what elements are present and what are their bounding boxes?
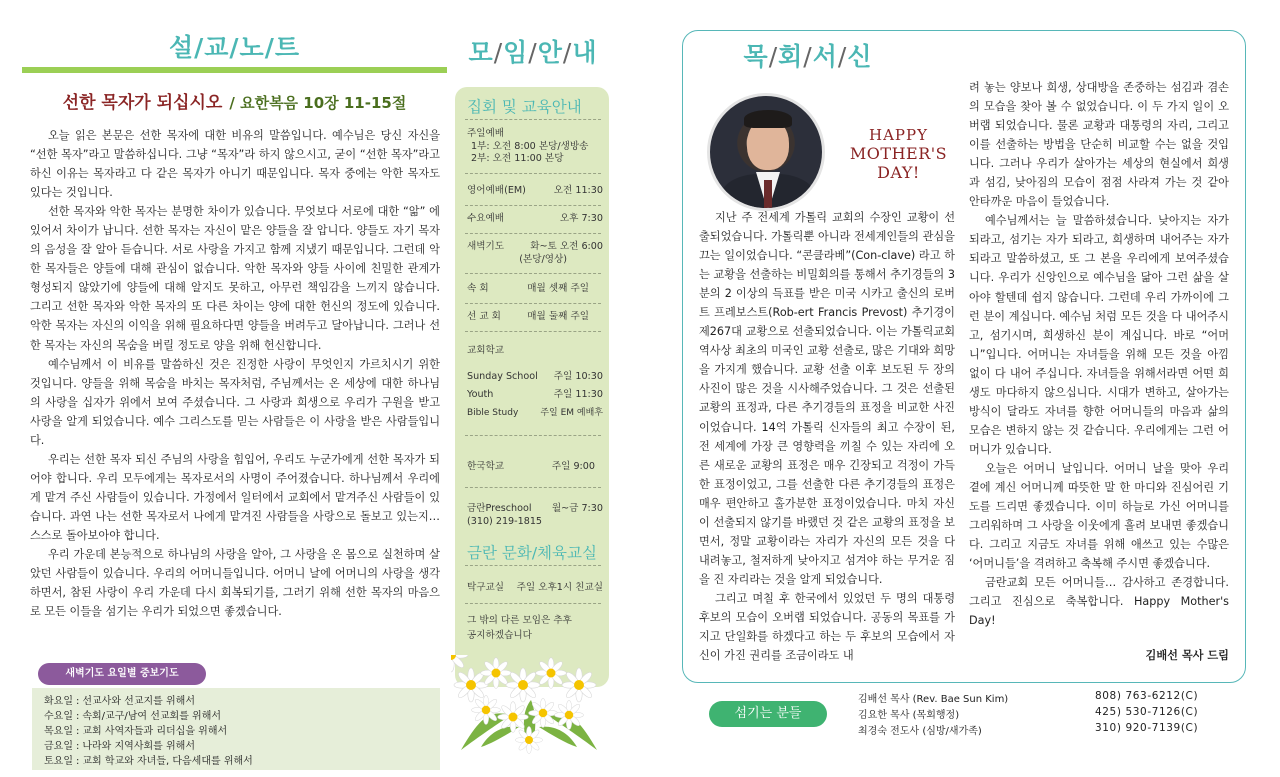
sermon-paragraph: 우리는 선한 목자 되신 주님의 사랑을 힘입어, 우리도 누군가에게 선한 목자가 되어야 합니다. 우리 모두에게는 목자로서의 사명이 주어졌습니다. 하나님께서 우리에게 맡겨 주신 사람들이 있습니다. 가정에서 일터에서 교회에서 맡겨주신 사람들이 있습니다. 과연 나는 선한 목자로서 나에게 맡겨진 사람들을 사랑으로 돌보고 있는지… 스스로 돌아보아야 합니다. <box>30 452 440 542</box>
letter-right-column <box>969 78 1229 630</box>
schedule-time: (본당/영상) <box>519 254 567 265</box>
title-char: 임 <box>503 38 529 67</box>
school-time: 주일 10:30 <box>553 371 603 382</box>
pingpong-label: 탁구교실 <box>467 582 505 593</box>
dotted-divider <box>465 205 601 206</box>
dotted-divider <box>465 487 601 488</box>
scripture-reference: / 요한복음 10장 11-15절 <box>229 94 407 112</box>
prayer-row: 토요일 : 교회 학교와 자녀들, 다음세대를 위해서 <box>44 756 253 767</box>
prayer-row: 화요일 : 선교사와 선교지를 위해서 <box>44 696 195 707</box>
prayer-topic: 교회 사역자들과 리더십을 위해서 <box>82 726 228 737</box>
prayer-row: 수요일 : 속회/교구/남여 선교회를 위해서 <box>44 711 222 722</box>
happy-mothers-day <box>836 126 961 182</box>
prayer-topic: 선교사와 선교지를 위해서 <box>82 696 195 707</box>
dotted-divider <box>465 303 601 304</box>
photo-tie <box>764 180 772 211</box>
preschool-label: 금란Preschool <box>467 503 532 514</box>
korean-school-item <box>467 461 603 473</box>
letter-left-column <box>699 208 955 665</box>
dotted-divider <box>465 331 601 332</box>
title-char: 모 <box>468 38 494 67</box>
pingpong-item <box>467 582 603 594</box>
prayer-day: 금요일 <box>44 741 73 752</box>
dotted-divider <box>465 565 601 566</box>
school-item <box>467 389 603 401</box>
title-char: 내 <box>572 38 598 67</box>
schedule-item <box>467 185 603 197</box>
meeting-guide-title: 모/임/안/내 <box>468 38 598 67</box>
title-char: 서 <box>812 42 838 71</box>
sunday-service-label: 주일예배 <box>467 128 505 139</box>
letter-signature: 김배선 목사 드림 <box>1145 649 1229 662</box>
letter-paragraph: 지난 주 전세계 가톨릭 교회의 수장인 교황이 선출되었습니다. 가톨릭뿐 아니라 전세계인들의 관심을 끄는 일이었습니다. “콘클라베”(Con-clave) 라고 하는 교황을 선출하는 비밀회의를 통해서 추기경들의 3분의 2 이상의 득표를 받은 미국 시카고 출신의 로버트 프레보스트(Rob-ert Francis Prevost) 추기경이 제267대 교황으로 선출되었습니다. 이는 가톨릭교회 역사상 최초의 미국인 교황 선출로, 많은 기대와 희망을 가지게 했습니다. 교황 선출 이후 보도된 두 장의 사진이 많은 것을 시사해주었습니다. 그 것은 선출된 교황의 표정과, 다른 추기경들의 표정을 비교한 사진이었습니다. 14억 가톨릭 신자들의 최고 수장이 된, 전 세계에 가장 큰 영향력을 끼칠 수 있는 자리에 오른 새로운 교황의 표정은 매우 긴장되고 걱정이 가득한 표정이었고, 그를 선출한 다른 추기경들의 표정은 매우 편안하고 홀가분한 표정이었습니다. 마치 자신이 선출되지 않기를 바랬던 것 같은 교황의 표정을 보면서, 정말 교황이라는 자리가 자신의 모든 것을 다 내려놓고, 철저하게 낮아지고 섬겨야 하는 무거운 짐을 진 자리라는 것을 알게 되었습니다. <box>699 211 955 586</box>
dotted-divider <box>465 233 601 234</box>
sermon-paragraph: 우리 가운데 본능적으로 하나님의 사랑을 알아, 그 사랑을 온 몸으로 실천하며 살았던 사람들이 있습니다. 우리의 어머니들입니다. 어머니 날에 어머니의 사랑을 생각하면서, 참된 사랑이 우리 가운데 다시 회복되기를, 그러기 위해 선한 목자의 마음으로 모든 이들을 섬기는 우리가 되었으면 좋겠습니다. <box>30 548 440 619</box>
letter-paragraph: 그리고 며칠 후 한국에서 있었던 두 명의 대통령 후보의 모습이 오버랩 되었습니다. 공동의 목표를 가지고 단일화를 하겠다고 하는 두 후보의 모습에서 자신이 가진 권리를 조금이라도 내 <box>699 591 955 663</box>
servant-phone: 425) 530-7126(C) <box>1095 706 1199 718</box>
prayer-schedule-label: 새벽기도 요일별 중보기도 <box>38 663 206 685</box>
prayer-day: 토요일 <box>44 756 73 767</box>
sunday-service-second: 2부: 오전 11:00 본당 <box>471 153 564 164</box>
schedule-label: 영어예배(EM) <box>467 185 526 196</box>
schedule-time: 오후 7:30 <box>559 213 603 224</box>
preschool-phone: (310) 219-1815 <box>467 516 543 527</box>
servant-name: 김배선 목사 (Rev. Bae Sun Kim) <box>858 694 1009 705</box>
school-item <box>467 407 603 419</box>
sermon-paragraph: 예수님께서 이 비유를 말씀하신 것은 진정한 사랑이 무엇인지 가르치시기 위한 것입니다. 양들을 위해 목숨을 바치는 목자처럼, 주님께서는 온 세상에 대한 하나님의 사랑을 십자가 위에서 보여 주셨습니다. 그 사랑과 희생으로 우리가 구원을 받고 사랑을 알게 되었습니다. 예수 그리스도를 믿는 사람들은 이 사랑을 받은 사람들입니다. <box>30 357 440 447</box>
sermon-body <box>30 126 440 621</box>
other-meetings-note: 공지하겠습니다 <box>467 630 532 641</box>
dotted-divider <box>465 173 601 174</box>
servant-phone: 808) 763-6212(C) <box>1095 690 1199 702</box>
schedule-item <box>467 283 603 295</box>
sermon-paragraph: 선한 목자와 악한 목자는 분명한 차이가 있습니다. 무엇보다 서로에 대한 “앎” 에 있어서 차이가 납니다. 선한 목자는 자신이 맡은 양들을 잘 압니다. 양들도 자기 목자의 음성을 잘 알아 듣습니다. 서로 사랑을 가지고 함께 지냈기 때문입니다. 그런데 악한 목자들은 양들에 대해 관심이 없습니다. 악한 목자와 양들 사이에 친밀한 관계가 형성되지 않았기에 양들에 대해 알지도 못하고, 아무런 책임감을 느끼지 않습니다. 그리고 선한 목자와 악한 목자의 또 다른 차이는 양에 대한 헌신의 정도에 있습니다. 악한 목자는 자신의 이익을 위해 필요하다면 양들을 버려두고 달아납니다. 그러나 선한 목자는 자신의 목숨을 버릴 정도로 양을 위해 헌신합니다. <box>30 205 440 352</box>
other-meetings-note: 그 밖의 다른 모임은 추후 <box>467 615 572 626</box>
dotted-divider <box>465 273 601 274</box>
title-char: 신 <box>847 42 873 71</box>
prayer-topic: 속회/교구/남여 선교회를 위해서 <box>82 711 222 722</box>
sermon-note-title: 설/교/노/트 <box>169 33 300 62</box>
title-char: 회 <box>778 42 804 71</box>
worship-education-heading: 집회 및 교육안내 <box>467 98 582 116</box>
preschool-item <box>467 503 603 515</box>
schedule-label: 속 회 <box>467 283 489 294</box>
prayer-day: 수요일 <box>44 711 73 722</box>
photo-hair <box>744 110 792 128</box>
prayer-day: 목요일 <box>44 726 73 737</box>
prayer-row: 금요일 : 나라와 지역사회를 위해서 <box>44 741 195 752</box>
schedule-time: 화~토 오전 6:00 <box>530 241 603 252</box>
servant-name: 김요한 목사 (목회행정) <box>858 710 960 721</box>
servants-label: 섬기는 분들 <box>709 701 827 727</box>
school-item <box>467 371 603 383</box>
meeting-guide-section <box>453 0 613 777</box>
sermon-headline <box>22 88 447 113</box>
pingpong-time: 주일 오후1시 친교실 <box>516 582 603 593</box>
title-divider-bar <box>22 67 447 73</box>
church-school-label: 교회학교 <box>467 345 505 356</box>
pastor-photo <box>707 93 825 211</box>
pastor-letter-title: 목/회/서/신 <box>743 42 873 71</box>
letter-paragraph: 려 놓는 양보나 희생, 상대방을 존중하는 섬김과 겸손의 모습을 찾아 볼 수 없었습니다. 이 두 가지 일이 오버랩 되었습니다. 물론 교황과 대통령의 자리, 그리고 이를 선출하는 방법을 단순히 비교할 수는 없을 것입니다. 그러나 우리가 살아가는 세상의 현실에서 희생과 섬김, 낮아짐의 모습이 점점 사라져 가는 것 같아 안타까운 마음이 들었습니다. <box>969 81 1229 209</box>
preschool-time: 월~금 7:30 <box>551 503 603 514</box>
meeting-guide-box <box>455 87 609 687</box>
title-char: 목 <box>743 42 769 71</box>
school-label: Youth <box>467 389 494 400</box>
dotted-divider <box>465 119 601 120</box>
letter-paragraph: 금란교회 모든 어머니들… 감사하고 존경합니다. 그리고 진심으로 축복합니다. Happy Mother's Day! <box>969 576 1229 628</box>
schedule-item <box>467 241 603 253</box>
servant-phone: 310) 920-7139(C) <box>1095 722 1199 734</box>
culture-sports-heading: 금란 문화/체육교실 <box>467 544 597 562</box>
school-label: Sunday School <box>467 371 538 382</box>
title-char: 안 <box>537 38 563 67</box>
schedule-time: 매월 둘째 주일 <box>527 311 589 322</box>
letter-paragraph: 예수님께서는 늘 말씀하셨습니다. 낮아지는 자가 되라고, 섬기는 자가 되라고, 희생하며 내어주는 자가 되라고 말씀하셨고, 또 그 본을 우리에게 보여주셨습니다. 우리가 신앙인으로 예수님을 닮아 그런 삶을 살아야 할텐데 쉽지 않습니다. 그런데 우리 가까이에 그런 분이 계십니다. 예수님 처럼 모든 것을 다 내어주시고, 섬기시며, 희생하신 분이 계십니다. 바로 “어머니”입니다. 어머니는 자녀들을 위해 모든 것을 아낌 없이 다 내어 주십니다. 자녀들을 위해서라면 어떤 희생도 마다하지 않으십니다. 시대가 변하고, 살아가는 방식이 달라도 자녀를 향한 어머니들의 마음과 삶의 모습은 변하지 않는 것 같습니다. 우리에게는 그런 어머니가 있습니다. <box>969 214 1229 456</box>
mothers-day-line2: MOTHER'S DAY! <box>849 144 948 182</box>
sermon-note-section <box>22 0 447 777</box>
prayer-topic: 교회 학교와 자녀들, 다음세대를 위해서 <box>82 756 253 767</box>
servant-name: 최경숙 전도사 (심방/새가족) <box>858 726 982 737</box>
sermon-title: 선한 목자가 되십시오 <box>62 93 223 113</box>
school-time: 주일 EM 예배후 <box>540 408 603 418</box>
prayer-topic: 나라와 지역사회를 위해서 <box>82 741 195 752</box>
mothers-day-line1: HAPPY <box>868 126 928 144</box>
prayer-schedule-box <box>32 688 440 770</box>
schedule-time: 매월 셋째 주일 <box>527 283 589 294</box>
schedule-time: 오전 11:30 <box>553 185 603 196</box>
school-time: 주일 11:30 <box>553 389 603 400</box>
sermon-paragraph: 오늘 읽은 본문은 선한 목자에 대한 비유의 말씀입니다. 예수님은 당신 자신을 “선한 목자”라고 말씀하십니다. 그냥 “목자”라 하지 않으시고, 굳이 “선한 목자”라고 하신 이유는 목자라고 다 같은 목자가 아니기 때문입니다. 목자 중에는 악한 목자도 있다는 것입니다. <box>30 129 440 200</box>
korean-school-time: 주일 9:00 <box>551 461 595 472</box>
prayer-day: 화요일 <box>44 696 73 707</box>
daisy-decoration <box>451 655 607 755</box>
schedule-label: 새벽기도 <box>467 241 505 252</box>
schedule-item <box>467 213 603 225</box>
schedule-label: 수요예배 <box>467 213 505 224</box>
korean-school-label: 한국학교 <box>467 461 505 472</box>
schedule-label: 선 교 회 <box>467 311 501 322</box>
dotted-divider <box>465 435 601 436</box>
dotted-divider <box>465 603 601 604</box>
pastor-letter-section <box>682 30 1246 683</box>
schedule-item <box>467 311 603 323</box>
school-label: Bible Study <box>467 408 519 418</box>
prayer-row: 목요일 : 교회 사역자들과 리더십을 위해서 <box>44 726 228 737</box>
letter-paragraph: 오늘은 어머니 날입니다. 어머니 날을 맞아 우리 곁에 계신 어머니께 따뜻한 말 한 마디와 진심어린 기도를 드리면 좋겠습니다. 이미 하늘로 가신 어머니를 그리워하며 그 사랑을 이웃에게 흘려 보내면 좋겠습니다. 그리고 지금도 자녀를 위해 애쓰고 있는 수많은 ‘어머니들’을 격려하고 축복해 주시면 좋겠습니다. <box>969 461 1229 571</box>
sunday-service-first: 1부: 오전 8:00 본당/생방송 <box>471 141 589 152</box>
